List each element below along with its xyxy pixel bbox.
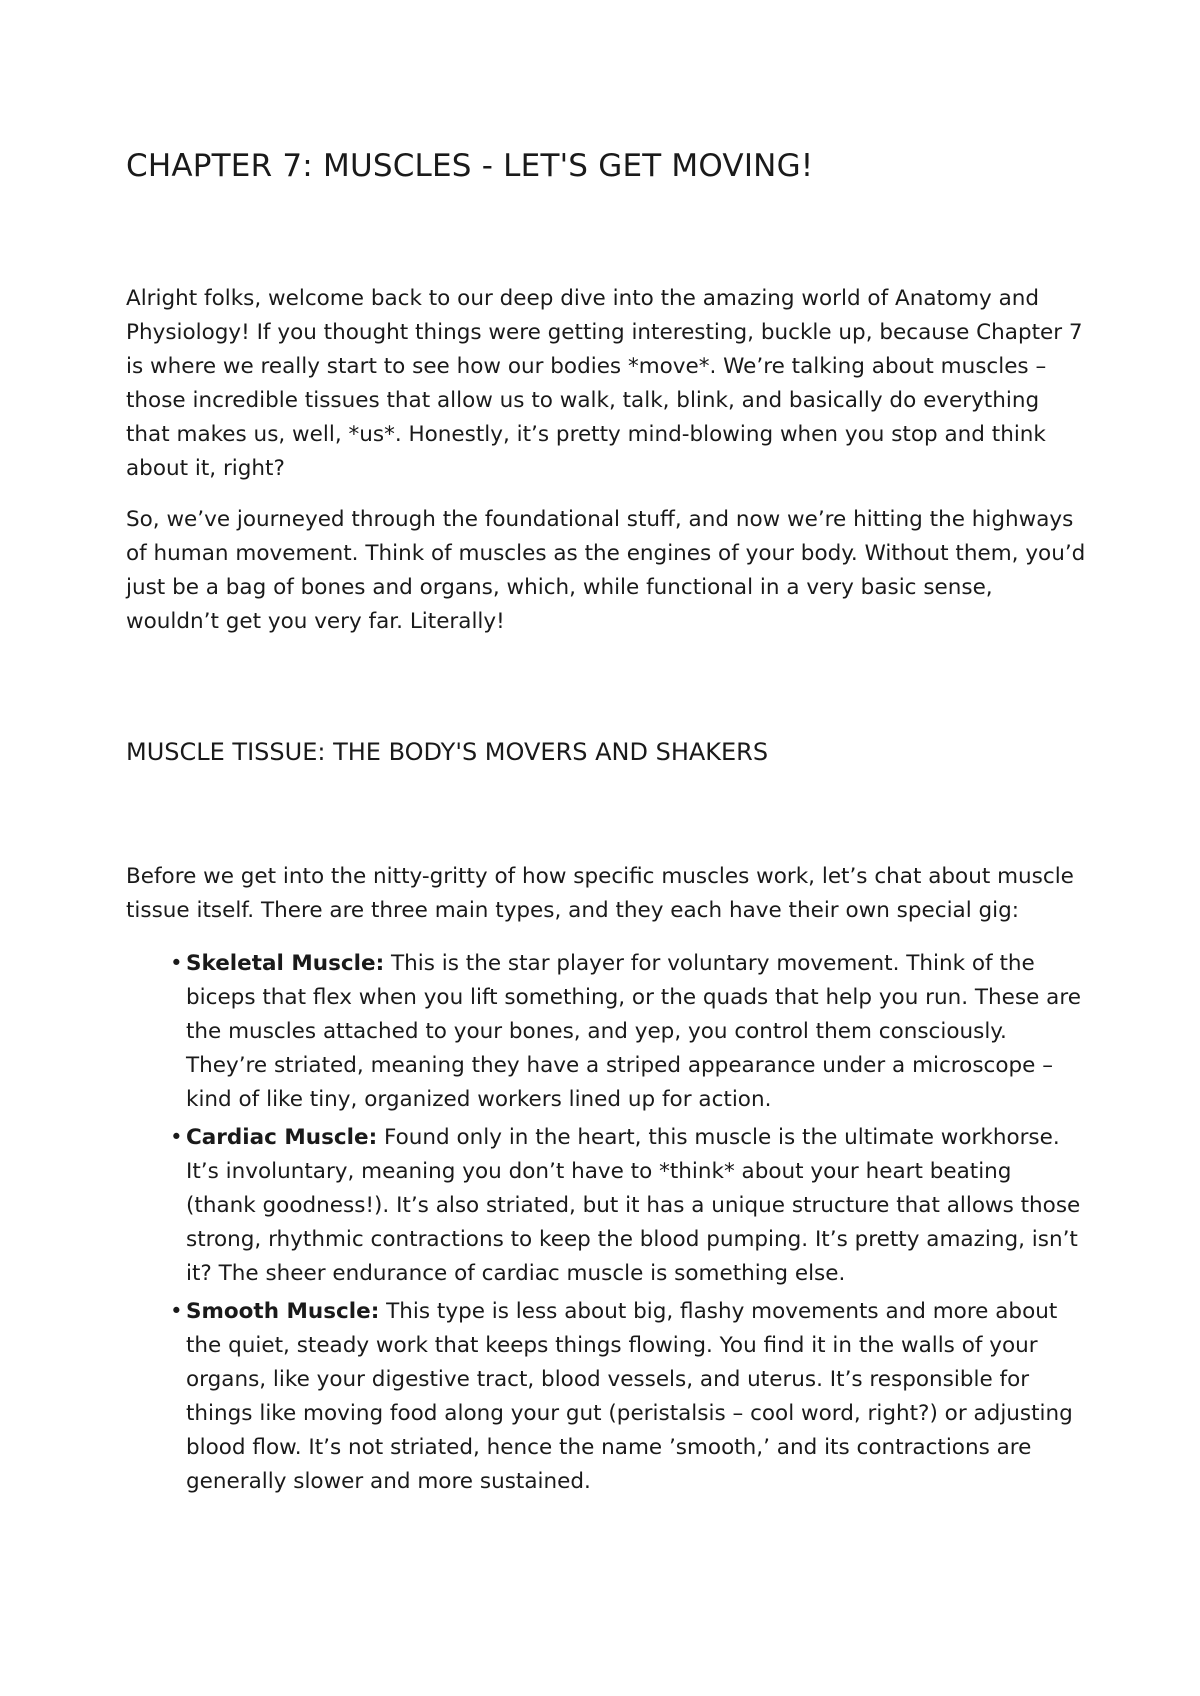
intro-paragraph: So, we’ve journeyed through the foundational stuff, and now we’re hitting the highways of human movement. Think of muscles as the engines of your body. Without them, you’d just be a bag of bones and organs, which, while functional in a very basic sense, wouldn’t get you very far. Literally! xyxy=(126,507,1086,634)
section-title: MUSCLE TISSUE: THE BODY'S MOVERS AND SHAKERS xyxy=(126,738,769,766)
bullet-icon: • xyxy=(170,1125,183,1150)
list-item-term: Cardiac Muscle: xyxy=(186,1125,378,1150)
list-item-cardiac-muscle xyxy=(170,1121,1086,1291)
list-item-smooth-muscle xyxy=(170,1295,1086,1499)
section-lead-paragraph: Before we get into the nitty-gritty of how specific muscles work, let’s chat about muscle tissue itself. There are three main types, and they each have their own special gig: xyxy=(126,864,1074,923)
chapter-title: CHAPTER 7: MUSCLES - LET'S GET MOVING! xyxy=(126,148,814,184)
list-item-term: Skeletal Muscle: xyxy=(186,951,385,976)
list-item-text: Found only in the heart, this muscle is the ultimate workhorse. It’s involuntary, meaning you don’t have to *think* about your heart beating (thank goodness!). It’s also striated, but it has a unique structure that allows those strong, rhythmic contractions to keep the blood pumping. It’s pretty amazing, isn’t it? The sheer endurance of cardiac muscle is something else. xyxy=(186,1125,1081,1286)
list-item-text: This type is less about big, flashy movements and more about the quiet, steady work that keeps things flowing. You find it in the walls of your organs, like your digestive tract, blood vessels, and uterus. It’s responsible for things like moving food along your gut (peristalsis – cool word, right?) or adjusting blood flow. It’s not striated, hence the name ’smooth,’ and its contractions are generally slower and more sustained. xyxy=(186,1299,1073,1494)
intro-section xyxy=(126,282,1086,639)
bullet-icon: • xyxy=(170,951,183,976)
muscle-types-list xyxy=(126,947,1086,1499)
list-item-term: Smooth Muscle: xyxy=(186,1299,380,1324)
list-item-skeletal-muscle xyxy=(170,947,1086,1117)
bullet-icon: • xyxy=(170,1299,183,1324)
section-body xyxy=(126,860,1086,1503)
intro-paragraph: Alright folks, welcome back to our deep dive into the amazing world of Anatomy and Physiology! If you thought things were getting interesting, buckle up, because Chapter 7 is where we really start to see how our bodies *move*. We’re talking about muscles – those incredible tissues that allow us to walk, talk, blink, and basically do everything that makes us, well, *us*. Honestly, it’s pretty mind-blowing when you stop and think about it, right? xyxy=(126,286,1083,481)
list-item-text: This is the star player for voluntary movement. Think of the biceps that flex when you lift something, or the quads that help you run. These are the muscles attached to your bones, and yep, you control them consciously. They’re striated, meaning they have a striped appearance under a microscope – kind of like tiny, organized workers lined up for action. xyxy=(186,951,1081,1112)
